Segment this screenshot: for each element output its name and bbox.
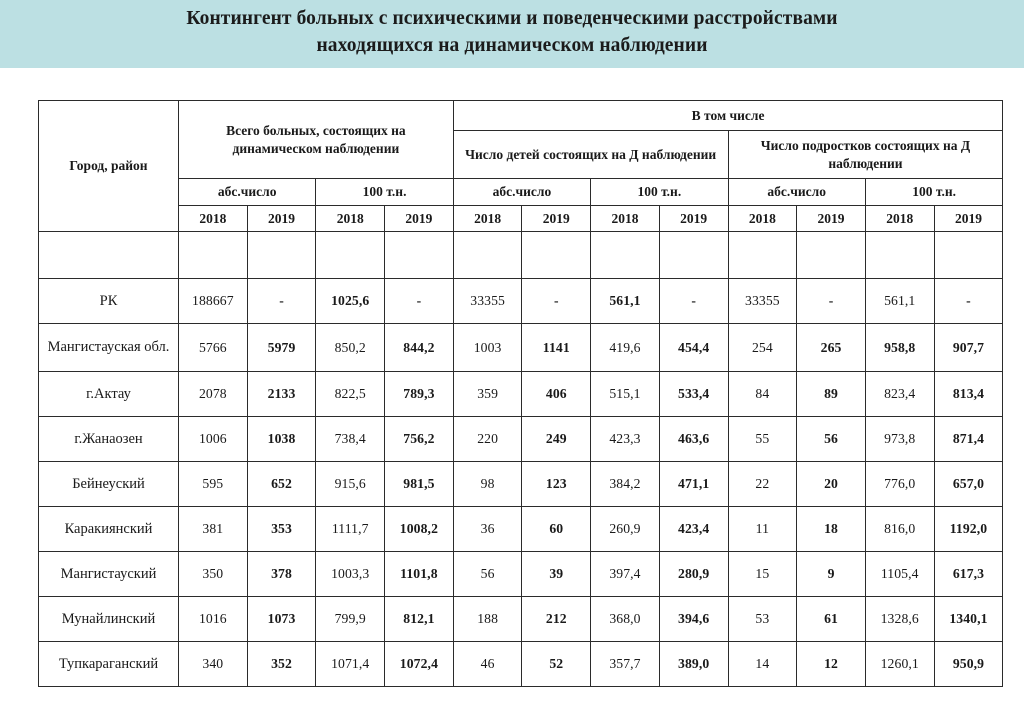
spacer-cell: [453, 232, 522, 279]
table-cell: 5766: [179, 324, 248, 372]
column-header-year-0: 2018: [179, 206, 248, 232]
column-header-year-6: 2018: [591, 206, 660, 232]
spacer-row: [39, 232, 1003, 279]
table-cell: 533,4: [659, 372, 728, 417]
table-cell: 813,4: [934, 372, 1003, 417]
table-cell: 98: [453, 462, 522, 507]
table-cell: 249: [522, 417, 591, 462]
table-cell: 657,0: [934, 462, 1003, 507]
table-cell: 738,4: [316, 417, 385, 462]
column-header-teens: Число подростков состоящих на Д наблюдении: [728, 131, 1003, 179]
table-row: [39, 642, 1003, 687]
table-cell: 1008,2: [385, 507, 454, 552]
table-cell: 1340,1: [934, 597, 1003, 642]
column-header-unit-3: 100 т.н.: [591, 179, 728, 206]
table-cell: 389,0: [659, 642, 728, 687]
table-row: [39, 507, 1003, 552]
page-title-line-1: Контингент больных с психическими и поведенческими расстройствами: [186, 8, 838, 30]
table-row: [39, 417, 1003, 462]
table-cell: -: [522, 279, 591, 324]
table-cell: 423,3: [591, 417, 660, 462]
table-cell: 950,9: [934, 642, 1003, 687]
table-cell: 11: [728, 507, 797, 552]
table-cell: 394,6: [659, 597, 728, 642]
table-cell: 9: [797, 552, 866, 597]
table-cell: 53: [728, 597, 797, 642]
table-cell: 56: [453, 552, 522, 597]
table-cell: 816,0: [865, 507, 934, 552]
table-cell: 212: [522, 597, 591, 642]
table-cell: 15: [728, 552, 797, 597]
table-cell: 340: [179, 642, 248, 687]
table-cell: 471,1: [659, 462, 728, 507]
table-cell: 381: [179, 507, 248, 552]
column-header-unit-0: абс.число: [179, 179, 316, 206]
table-cell: 799,9: [316, 597, 385, 642]
table-cell: 61: [797, 597, 866, 642]
patients-table: [38, 100, 1003, 687]
column-header-year-1: 2019: [247, 206, 316, 232]
page-title: [186, 6, 837, 60]
table-cell: 1111,7: [316, 507, 385, 552]
table-cell: 397,4: [591, 552, 660, 597]
header-row-units: [39, 179, 1003, 206]
column-header-unit-4: абс.число: [728, 179, 865, 206]
table-cell: 280,9: [659, 552, 728, 597]
table-cell: 36: [453, 507, 522, 552]
table-cell: 89: [797, 372, 866, 417]
table-cell: 561,1: [865, 279, 934, 324]
table-cell: 33355: [453, 279, 522, 324]
table-cell: 973,8: [865, 417, 934, 462]
title-banner: [0, 0, 1024, 68]
table-cell: 1328,6: [865, 597, 934, 642]
page-title-line-2: находящихся на динамическом наблюдении: [316, 35, 708, 56]
table-cell: 359: [453, 372, 522, 417]
table-cell: 907,7: [934, 324, 1003, 372]
table-cell: -: [934, 279, 1003, 324]
column-header-among-which: В том числе: [453, 101, 1003, 131]
table-cell: 454,4: [659, 324, 728, 372]
table-row: [39, 462, 1003, 507]
table-row: [39, 552, 1003, 597]
row-region-label: г.Актау: [39, 372, 179, 417]
table-cell: 1192,0: [934, 507, 1003, 552]
table-cell: 188667: [179, 279, 248, 324]
table-cell: 1073: [247, 597, 316, 642]
table-cell: 357,7: [591, 642, 660, 687]
table-cell: 463,6: [659, 417, 728, 462]
table-cell: 1025,6: [316, 279, 385, 324]
table-cell: 20: [797, 462, 866, 507]
spacer-cell: [865, 232, 934, 279]
table-cell: 850,2: [316, 324, 385, 372]
spacer-cell: [522, 232, 591, 279]
table-cell: 595: [179, 462, 248, 507]
table-cell: 123: [522, 462, 591, 507]
table-cell: 384,2: [591, 462, 660, 507]
column-header-year-7: 2019: [659, 206, 728, 232]
header-row-groups: [39, 101, 1003, 131]
table-cell: 378: [247, 552, 316, 597]
table-cell: 871,4: [934, 417, 1003, 462]
table-cell: 39: [522, 552, 591, 597]
spacer-cell: [316, 232, 385, 279]
column-header-unit-5: 100 т.н.: [865, 179, 1002, 206]
spacer-cell: [797, 232, 866, 279]
spacer-cell: [659, 232, 728, 279]
table-cell: 1006: [179, 417, 248, 462]
table-cell: 1071,4: [316, 642, 385, 687]
row-region-label: Мунайлинский: [39, 597, 179, 642]
table-cell: 260,9: [591, 507, 660, 552]
table-cell: 352: [247, 642, 316, 687]
table-cell: 822,5: [316, 372, 385, 417]
row-region-label: Тупкараганский: [39, 642, 179, 687]
table-cell: 419,6: [591, 324, 660, 372]
table-cell: 515,1: [591, 372, 660, 417]
table-cell: 812,1: [385, 597, 454, 642]
spacer-cell: [247, 232, 316, 279]
column-header-year-8: 2018: [728, 206, 797, 232]
table-cell: 652: [247, 462, 316, 507]
table-cell: 844,2: [385, 324, 454, 372]
column-header-year-2: 2018: [316, 206, 385, 232]
table-cell: 1016: [179, 597, 248, 642]
table-cell: 958,8: [865, 324, 934, 372]
table-row: [39, 597, 1003, 642]
table-cell: 350: [179, 552, 248, 597]
table-container: [0, 68, 1024, 687]
column-header-year-5: 2019: [522, 206, 591, 232]
column-header-children: Число детей состоящих на Д наблюдении: [453, 131, 728, 179]
table-cell: 776,0: [865, 462, 934, 507]
row-region-label: Бейнеуский: [39, 462, 179, 507]
table-cell: 353: [247, 507, 316, 552]
table-cell: 220: [453, 417, 522, 462]
table-cell: 60: [522, 507, 591, 552]
table-cell: 5979: [247, 324, 316, 372]
table-cell: 1038: [247, 417, 316, 462]
table-cell: 265: [797, 324, 866, 372]
table-row: [39, 372, 1003, 417]
spacer-cell: [39, 232, 179, 279]
table-cell: 1101,8: [385, 552, 454, 597]
table-cell: 1260,1: [865, 642, 934, 687]
table-cell: 22: [728, 462, 797, 507]
column-header-total: Всего больных, состоящих на динамическом наблюдении: [179, 101, 454, 179]
table-cell: 368,0: [591, 597, 660, 642]
table-cell: 52: [522, 642, 591, 687]
row-region-label: г.Жанаозен: [39, 417, 179, 462]
column-header-year-10: 2018: [865, 206, 934, 232]
table-cell: 406: [522, 372, 591, 417]
column-header-year-3: 2019: [385, 206, 454, 232]
table-cell: -: [385, 279, 454, 324]
table-cell: 1003: [453, 324, 522, 372]
table-cell: 2078: [179, 372, 248, 417]
column-header-unit-2: абс.число: [453, 179, 590, 206]
table-cell: 33355: [728, 279, 797, 324]
table-cell: 188: [453, 597, 522, 642]
table-row: [39, 324, 1003, 372]
column-header-year-11: 2019: [934, 206, 1003, 232]
table-cell: 561,1: [591, 279, 660, 324]
column-header-unit-1: 100 т.н.: [316, 179, 453, 206]
spacer-cell: [728, 232, 797, 279]
row-region-label: Мангистауская обл.: [39, 324, 179, 372]
row-region-label: Мангистауский: [39, 552, 179, 597]
column-header-region: Город, район: [39, 101, 179, 232]
table-cell: -: [797, 279, 866, 324]
table-cell: 1003,3: [316, 552, 385, 597]
table-cell: 46: [453, 642, 522, 687]
header-row-years: [39, 206, 1003, 232]
spacer-cell: [934, 232, 1003, 279]
table-cell: 84: [728, 372, 797, 417]
spacer-cell: [179, 232, 248, 279]
table-cell: 18: [797, 507, 866, 552]
table-cell: 56: [797, 417, 866, 462]
table-head: [39, 101, 1003, 232]
table-cell: 1105,4: [865, 552, 934, 597]
table-cell: 823,4: [865, 372, 934, 417]
table-cell: 55: [728, 417, 797, 462]
table-cell: 1141: [522, 324, 591, 372]
table-cell: 12: [797, 642, 866, 687]
table-cell: 981,5: [385, 462, 454, 507]
spacer-cell: [591, 232, 660, 279]
table-row: [39, 279, 1003, 324]
table-cell: 789,3: [385, 372, 454, 417]
column-header-year-4: 2018: [453, 206, 522, 232]
table-cell: 756,2: [385, 417, 454, 462]
table-cell: 1072,4: [385, 642, 454, 687]
table-cell: 915,6: [316, 462, 385, 507]
table-body: [39, 232, 1003, 687]
row-region-label: РК: [39, 279, 179, 324]
table-cell: 617,3: [934, 552, 1003, 597]
table-cell: 423,4: [659, 507, 728, 552]
row-region-label: Каракиянский: [39, 507, 179, 552]
spacer-cell: [385, 232, 454, 279]
table-cell: 14: [728, 642, 797, 687]
table-cell: -: [659, 279, 728, 324]
table-cell: 2133: [247, 372, 316, 417]
column-header-year-9: 2019: [797, 206, 866, 232]
table-cell: 254: [728, 324, 797, 372]
table-cell: -: [247, 279, 316, 324]
